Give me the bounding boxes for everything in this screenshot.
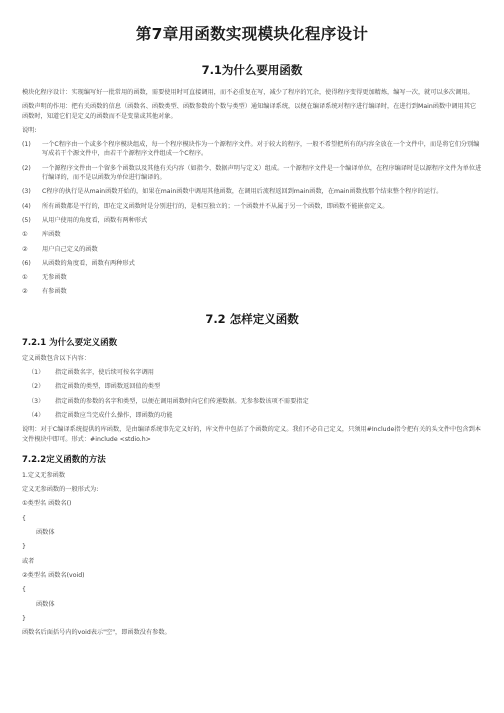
note-text: 所有函数都是平行的，即在定义函数时是分别进行的，是相互独立的；一个函数并不从属于另一个函数，即函数不能嵌套定义。 [42,202,389,210]
note-item-3 [22,187,482,196]
code-line: 1.定义无参函数 [22,471,66,479]
subsection-7-2-1-heading: 7.2.1 为什么要定义函数 [22,337,118,348]
item-text: 指定函数名字，使后续可按名字调用 [55,369,154,377]
chapter-title: 第7章用函数实现模块化程序设计 [135,25,369,43]
note-number: (1) [22,141,31,149]
item-text: 指定函数的参数的名字和类型，以便在调用函数时向它们传递数据。无参参数该项不需要指定 [55,397,309,405]
code-line: } [22,543,26,551]
note-text: 一个C程序由一个或多个程序模块组成，每一个程序模块作为一个源程序文件。对于较大的程序，一般不希望把所有的内容全放在一个文件中，而是将它们分别编写成若干个源文件中，由若干个源程序文件组成一个C程序。 [42,141,480,158]
user-form-1 [22,230,482,239]
paragraph-modular-design: 模块化程序设计：实现编写好一批常用的函数，需要使用时可直接调用，而不必重复在写，减少了程序的冗余，使得程序变得更加精炼，编写一次，就可以多次调用。 [22,89,474,96]
note-number: (6) [22,259,31,267]
circled-number: ② [22,288,28,296]
define-item-3 [22,397,482,406]
note-text: 从用户使用的角度看，函数有两种形式 [42,216,148,224]
code-line: 函数名后面括号内的void表示"空"，即函数没有参数。 [22,629,171,637]
code-line: } [22,614,26,622]
note-number: (2) [22,164,31,172]
subsection-7-2-2-heading: 7.2.2定义函数的方法 [22,454,106,465]
code-line: 函数体 [36,600,55,608]
define-item-1 [22,368,482,377]
code-line: { [22,586,26,594]
define-item-2 [22,382,482,391]
note-number: (5) [22,216,31,224]
code-line: 或者 [22,557,35,565]
circled-number: ① [22,231,28,239]
note-item-6 [22,259,482,268]
form-text: 无参函数 [42,274,67,282]
define-item-4 [22,411,482,420]
code-line: ①类型名 函数名() [22,500,72,508]
form-text: 用户自己定义的函数 [42,245,98,253]
section-7-1-heading: 7.1为什么要用函数 [201,63,303,77]
note-text: C程序的执行是从main函数开始的，如果在main函数中调用其他函数，在调用后流程返回到main函数，在main函数找那个结束整个程序的运行。 [42,188,443,196]
item-number: （1） [28,369,45,377]
note-item-4 [22,202,482,211]
code-line: ②类型名 函数名(void) [22,571,85,579]
code-line: 定义无参函数的一般形式为: [22,486,99,494]
note-text: 一个源程序文件由一个留多个函数以及其他有关内容（如指令、数据声明与定义）组成。一个源程序文件是一个编译单位，在程序编译时是以源程序文件为单位进行编译的，而不是以函数为单位进行编译的。 [42,164,482,182]
func-form-2 [22,287,482,296]
note-number: (4) [22,202,31,210]
item-text: 指定函数的类型，即函数返回值的类型 [55,383,161,391]
note-item-1 [22,140,482,159]
form-text: 库函数 [42,231,61,239]
note-number: (3) [22,188,31,196]
paragraph-function-declaration: 函数声明的作用：把有关函数的信息（函数名、函数类型、函数参数的个数与类型）通知编译系统，以便在编译系统对程序进行编译时，在进行到Main函数中调用其它函数时，知道它们是定义的函数而不是变量或其他对象。 [22,103,477,120]
define-intro: 定义函数包含以下内容： [22,354,91,362]
user-form-2 [22,245,482,254]
item-number: （3） [28,397,45,405]
form-text: 有参函数 [42,288,67,296]
code-line: 函数体 [36,529,55,537]
circled-number: ② [22,245,28,253]
item-text: 指定函数应当完成什么操作，即函数的功能 [55,411,173,419]
func-form-1 [22,273,482,282]
item-number: （2） [28,383,45,391]
note-item-2 [22,164,482,183]
library-function-note: 说明：对于C编译系统提供的库函数，是由编译系统事先定义好的，库文件中包括了个函数的定义。我们不必自己定义，只须用#Include指令把有关的头文件中包含到本文件模块中即可。形式：#include <stdio.h> [22,426,481,443]
item-number: （4） [28,411,45,419]
code-line: { [22,514,26,522]
paragraph-note-label: 说明: [22,126,37,134]
section-7-2-heading: 7.2 怎样定义函数 [205,311,299,326]
circled-number: ① [22,274,28,282]
note-item-5 [22,216,482,225]
note-text: 从函数的角度看，函数有两种形式 [42,259,135,267]
